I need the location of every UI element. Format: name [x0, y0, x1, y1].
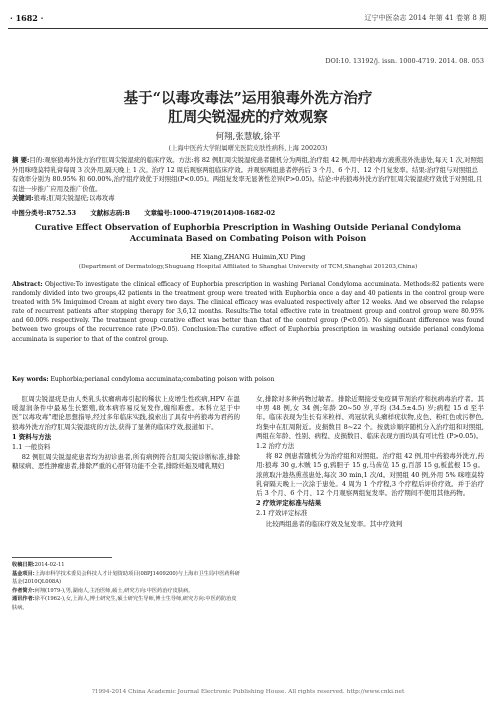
paragraph-2: 将 82 例患者随机分为治疗组和对照组。治疗组 42 例,用中药狼毒外洗方,药用:狼毒 30 g,木贼 15 g,鸦胆子 15 g,马齿苋 15 g,百部 15 g,板蓝根 15 g。浓煎取汁趁热熏蒸患处,每次 30 min,1 次/d。对照组 40 例,外用 5% 咪喹莫特乳膏隔天晚上一次涂于患处。4 周为 1 个疗程,3 个疗程后评价疗效。并于治疗后 3 个月、6 个月、12 个月观察两组复发率。治疗期间不使用其他药物。 [256, 452, 484, 498]
keywords-en-label: Key words: [12, 376, 49, 383]
title-zh-line1: 基于“以毒攻毒法”运用狼毒外洗方治疗 [123, 90, 373, 107]
body-left-column [12, 395, 240, 472]
keywords-en: Euphorbia;perianal condyloma accuminata;combating poison with poison [50, 376, 275, 383]
affiliation-zh: (上海中医药大学附属曙光医院皮肤性病科,上海 200203) [168, 145, 328, 152]
paragraph-1: 82 例肛周尖锐湿疣患者均为初诊患者,所有病例符合肛周尖锐诊断标准,排除糖尿病、恶性肿瘤患者,排除严重的心肝肾功能不全者,排除妊娠及哺乳期妇 [12, 453, 240, 471]
corresponding-author: 徐平(1962-),女,上海人,博士研究生,硕士研究生导师,博士生导师,研究方向:中医药防治皮肤病。 [12, 596, 237, 611]
intro-paragraph: 肛周尖锐湿疣是由人类乳头状瘤病毒引起的稀状上皮增生性疾病,HPV 在温暖湿润条件中最易生长繁殖,故本病容易反复发作,缠绵难愈。本科立足于中医“以毒攻毒”理论思想指导,经过多年临床实践,摸索出了具有中药狼毒为君药的狼毒外洗方治疗肛周尖锐湿疣的方法,获得了显著的临床疗效,报道如下。 [12, 395, 240, 431]
abstract-en-label: Abstract: [12, 281, 43, 288]
abstract-zh [12, 156, 484, 204]
fund-label: 基金项目: [12, 570, 35, 577]
doi: DOI:10. 13192/j. issn. 1000-4719. 2014. 08. 053 [325, 57, 484, 65]
article-number: 文章编号:1000-4719(2014)08-1682-02 [144, 209, 276, 217]
authors-en: HE Xiang,ZHANG Huimin,XU Ping [190, 253, 306, 261]
corresponding-label: 通讯作者: [12, 596, 35, 603]
author-bio-label: 作者简介: [12, 587, 35, 594]
keywords-zh: 狼毒;肛周尖锐湿疣;以毒攻毒 [33, 194, 115, 203]
header-rule [8, 28, 488, 29]
paragraph-3: 比较两组患者的临床疗效及复发率。其中疗效判 [265, 519, 403, 528]
title-en-line2: Accuminata Based on Combating Poison with Poison [129, 233, 367, 243]
title-en-line1: Curative Effect Observation of Euphorbia Prescription in Washing Outside Perianal Condyloma [34, 222, 462, 232]
received-label: 收稿日期: [12, 562, 35, 568]
authors-zh: 何翔,张慧敏,徐平 [215, 132, 281, 142]
section-1-heading: 1 资料与方法 [12, 432, 52, 441]
footnotes [12, 561, 240, 613]
running-header [0, 6, 496, 32]
fund-text: 上海市科学技术委员会科技人才计划资助项目(08PJ1409200)与上海市卫生局中医药科研基金(2010QL008A) [12, 570, 240, 586]
page-number: · 1682 · [10, 13, 44, 23]
section-1-1-heading: 1.1 一般资料 [12, 443, 51, 452]
abstract-zh-text: 目的:观察狼毒外洗方治疗肛周尖锐湿疣的临床疗效。方法:将 82 例肛周尖锐湿疣患者随机分为两组,治疗组 42 例,用中药狼毒方液熏蒸外洗患处,每天 1 次,对照组外用咪喹莫特乳膏每周 3 次外用,隔天晚上 1 次。治疗 12 周后观察两组临床疗效。并观察两组患者停药后 3 个月、6 个月、12 个月复发率。结果:治疗组与对照组总有效率分别为 80.95% 和 60.00%,治疗组疗效优于对照组(P<0.05)。两组复发率无显著性差异(P>0.05)。结论:中药狼毒外洗方治疗肛周尖锐湿疣疗效优于对照组,且有进一步推广应用及推广价值。 [12, 156, 484, 193]
section-2-1-heading: 2.1 疗效评定标准 [256, 509, 308, 518]
title-en [20, 222, 476, 244]
abstract-en [12, 280, 484, 344]
section-1-2-heading: 1.2 治疗方法 [256, 442, 295, 451]
paragraph-1-continued: 女,排除对多种药物过敏者。排除近期接受免疫调节剂治疗和抗病毒治疗者。其中男 48 例,女 34 例;年龄 20~50 岁,平均 (34.5±4.5) 岁;病程 15 d 至半年。临床表现为生长有米粒样、鸡冠状乳头瘤样疣状物,皮色、粉红色或污秽色,均集中在肛周附近。皮损数目 8~22 个。按就诊顺序随机分入治疗组和对照组,两组在年龄、性别、病程、皮损数目、临床表现方面均具有可比性 (P>0.05)。 [256, 395, 484, 440]
body-right-column [256, 395, 484, 529]
abstract-zh-label: 摘 要: [12, 156, 30, 164]
author-bio: 何翔(1979-),男,湖南人,主治医师,硕士,研究方向:中医药治疗皮肤病。 [34, 587, 194, 594]
footnote-rule [12, 557, 112, 558]
title-zh-line2: 肛周尖锐湿疣的疗效观察 [168, 109, 328, 126]
keywords-en-block [12, 376, 484, 383]
copyright-footer: ?1994-2014 China Academic Journal Electronic Publishing House. All rights reserved. http://www.cnki.net [91, 689, 405, 695]
affiliation-en: (Department of Dermatology,Shuguang Hospital Affiliated to Shanghai University of TCM,Shanghai 201203,China) [78, 264, 418, 270]
classification-meta [12, 208, 484, 217]
journal-citation: 辽宁中医杂志 2014 年第 41 卷第 8 期 [364, 14, 486, 22]
abstract-en-text: Objective:To investigate the clinical efficacy of Euphorbia prescription in washing Perianal Condyloma accuminata. Methods:82 patients were randomly divided into two groups,42 patients in the treatment group were treated with Euphorbia once a day and 40 patients in the control group were treated with 5% Imiquimod Cream at night every two days. The clinical efficacy was evaluated respectively after 12 weeks. And we observed the relapse rate of recurrent patients after stopping therapy for 3,6,12 months. Results:The total effective rate in treatment group and control group were 80.95% and 60.00% respectively. The treatment group curative effect was better than that of the control group (P<0.05). No significant difference was found between two groups of the recurrence rate (P>0.05). Conclusion:The curative effect of Euphorbia prescription in washing outside perianal condyloma accuminata is superior to that of the control group. [12, 281, 484, 343]
keywords-zh-label: 关键词: [12, 194, 34, 203]
document-code: 文献标志码:B [90, 209, 131, 217]
received-date: 2014-02-11 [34, 562, 65, 568]
clc-number: 中图分类号:R752.53 [12, 209, 77, 217]
section-2-heading: 2 疗效评定标准与结果 [256, 499, 322, 508]
